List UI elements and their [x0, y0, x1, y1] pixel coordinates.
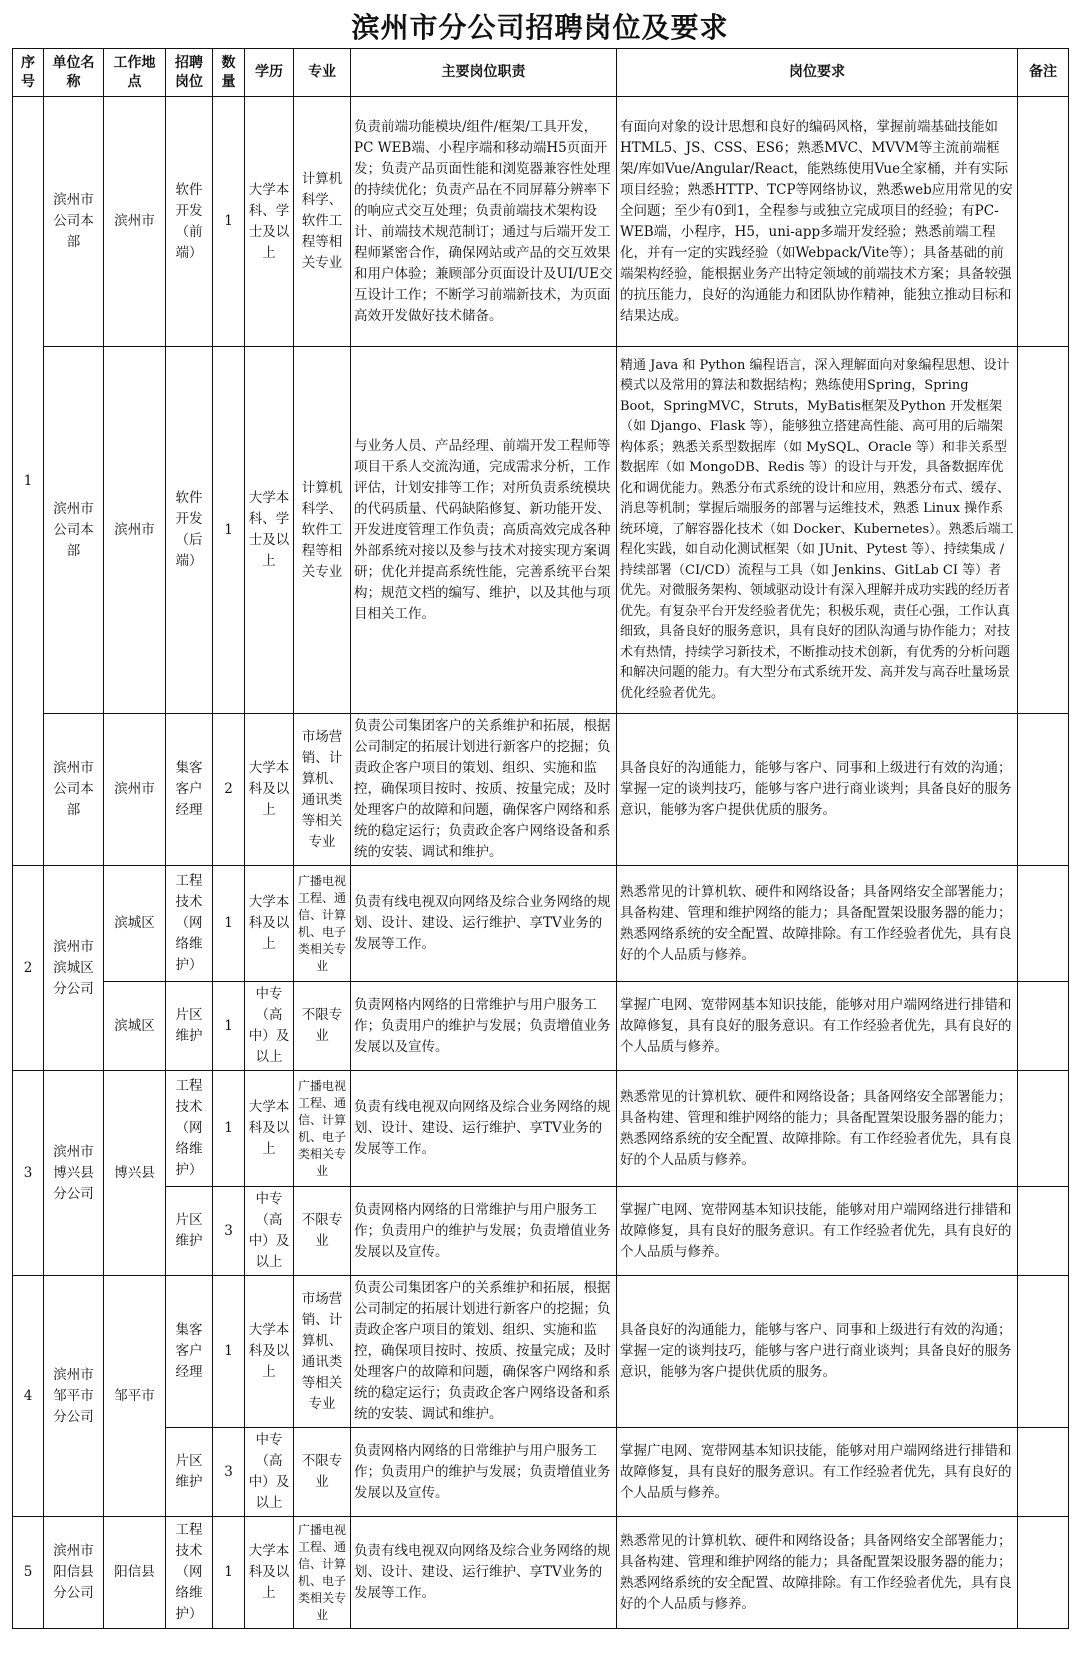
education-cell: 大学本科及以上	[245, 1517, 294, 1629]
unit-cell: 滨州市公司本部	[44, 347, 104, 714]
table-row	[13, 1276, 1069, 1428]
requirements-cell: 熟悉常见的计算机软、硬件和网络设备；具备网络安全部署能力；具备构建、管理和维护网络的能力；具备配置架设服务器的能力；熟悉网络系统的安全配置、故障排除。有工作经验者优先，具有良好的个人品质与修养。	[617, 1517, 1018, 1629]
requirements-cell: 有面向对象的设计思想和良好的编码风格，掌握前端基础技能如HTML5、JS、CSS、ES6；熟悉MVC、MVVM等主流前端框架/库如Vue/Angular/React，能熟练使用Vue全家桶，并有实际项目经验；熟悉HTTP、TCP等网络协议，熟悉web应用常见的安全问题；至少有0到1，全程参与或独立完成项目的经验；有PC-WEB端，小程序，H5，uni-app多端开发经验；熟悉前端工程化，并有一定的实践经验（如Webpack/Vite等）；具备基础的前端架构经验，能根据业务产出特定领域的前端技术方案；具备较强的抗压能力，良好的沟通能力和团队协作精神，能独立推动目标和结果达成。	[617, 97, 1018, 347]
table-row	[13, 1428, 1069, 1517]
header-duty: 主要岗位职责	[351, 49, 617, 97]
education-cell: 中专（高中）及以上	[245, 1428, 294, 1517]
major-cell: 不限专业	[294, 1428, 351, 1517]
remarks-cell	[1018, 1428, 1069, 1517]
location-cell: 滨城区	[104, 866, 166, 982]
position-cell: 软件开发（前端）	[166, 97, 213, 347]
count-cell: 1	[213, 1517, 245, 1629]
location-cell: 滨州市	[104, 347, 166, 714]
seq-cell: 2	[13, 866, 44, 1071]
duty-cell: 负责公司集团客户的关系维护和拓展，根据公司制定的拓展计划进行新客户的挖掘；负责政企客户项目的策划、组织、实施和监控，确保项目按时、按质、按量完成；及时处理客户的故障和问题，确保客户网络和系统的稳定运行；负责政企客户网络设备和系统的安装、调试和维护。	[351, 1276, 617, 1428]
major-cell: 计算机科学、软件工程等相关专业	[294, 347, 351, 714]
requirements-cell: 熟悉常见的计算机软、硬件和网络设备；具备网络安全部署能力；具备构建、管理和维护网络的能力；具备配置架设服务器的能力；熟悉网络系统的安全配置、故障排除。有工作经验者优先，具有良好的个人品质与修养。	[617, 866, 1018, 982]
position-cell: 工程技术（网络维护）	[166, 1517, 213, 1629]
header-remarks: 备注	[1018, 49, 1069, 97]
duty-cell: 负责网格内网络的日常维护与用户服务工作；负责用户的维护与发展；负责增值业务发展以及宣传。	[351, 1187, 617, 1276]
location-cell: 博兴县	[104, 1071, 166, 1276]
duty-cell: 与业务人员、产品经理、前端开发工程师等项目干系人交流沟通，完成需求分析，工作评估，计划安排等工作；对所负责系统模块的代码质量、代码缺陷修复、新功能开发、开发进度管理工作负责；高质高效完成各种外部系统对接以及参与技术对接实现方案调研；优化并提高系统性能，完善系统平台架构；规范文档的编写、维护，以及其他与项目相关工作。	[351, 347, 617, 714]
position-cell: 工程技术（网络维护）	[166, 1071, 213, 1187]
remarks-cell	[1018, 1517, 1069, 1629]
remarks-cell	[1018, 97, 1069, 347]
header-seq: 序号	[13, 49, 44, 97]
unit-cell: 滨州市公司本部	[44, 714, 104, 866]
major-cell: 广播电视工程、通信、计算机、电子类相关专业	[294, 866, 351, 982]
remarks-cell	[1018, 1276, 1069, 1428]
requirements-cell: 掌握广电网、宽带网基本知识技能，能够对用户端网络进行排错和故障修复，具有良好的服务意识。有工作经验者优先，具有良好的个人品质与修养。	[617, 1428, 1018, 1517]
header-major: 专业	[294, 49, 351, 97]
position-cell: 片区维护	[166, 982, 213, 1071]
location-cell: 邹平市	[104, 1276, 166, 1517]
duty-cell: 负责公司集团客户的关系维护和拓展，根据公司制定的拓展计划进行新客户的挖掘；负责政企客户项目的策划、组织、实施和监控，确保项目按时、按质、按量完成；及时处理客户的故障和问题，确保客户网络和系统的稳定运行；负责政企客户网络设备和系统的安装、调试和维护。	[351, 714, 617, 866]
header-row	[13, 49, 1069, 97]
major-cell: 广播电视工程、通信、计算机、电子类相关专业	[294, 1071, 351, 1187]
education-cell: 中专（高中）及以上	[245, 1187, 294, 1276]
duty-cell: 负责网格内网络的日常维护与用户服务工作；负责用户的维护与发展；负责增值业务发展以及宣传。	[351, 1428, 617, 1517]
education-cell: 大学本科、学士及以上	[245, 347, 294, 714]
recruitment-table	[12, 48, 1069, 1629]
table-row	[13, 714, 1069, 866]
header-unit: 单位名称	[44, 49, 104, 97]
requirements-cell: 精通 Java 和 Python 编程语言，深入理解面向对象编程思想、设计模式以及常用的算法和数据结构；熟练使用Spring，Spring Boot，SpringMVC，Struts，MyBatis框架及Python 开发框架（如 Django、Flask 等），能够独立搭建高性能、高可用的后端架构体系；熟悉关系型数据库（如 MySQL、Oracle 等）和非关系型数据库（如 MongoDB、Redis 等）的设计与开发，具备数据库优化和调优能力。熟悉分布式系统的设计和应用，熟悉分布式、缓存、消息等机制；掌握后端服务的部署与运维技术，熟悉 Linux 操作系统环境，了解容器化技术（如 Docker、Kubernetes）。熟悉后端工程化实践，如自动化测试框架（如 JUnit、Pytest 等）、持续集成 / 持续部署（CI/CD）流程与工具（如 Jenkins、GitLab CI 等）者优先。对微服务架构、领域驱动设计有深入理解并成功实践的经历者优先。有复杂平台开发经验者优先；积极乐观，责任心强，工作认真细致，具备良好的服务意识，具有良好的团队沟通与协作能力；对技术有热情，持续学习新技术，不断推动技术创新，有优秀的分析问题和解决问题的能力。有大型分布式系统开发、高并发与高吞吐量场景优化经验者优先。	[617, 347, 1018, 714]
remarks-cell	[1018, 866, 1069, 982]
position-cell: 集客客户经理	[166, 714, 213, 866]
position-cell: 片区维护	[166, 1187, 213, 1276]
education-cell: 中专（高中）及以上	[245, 982, 294, 1071]
major-cell: 不限专业	[294, 982, 351, 1071]
header-location: 工作地点	[104, 49, 166, 97]
seq-cell: 5	[13, 1517, 44, 1629]
count-cell: 2	[213, 714, 245, 866]
location-cell: 滨城区	[104, 982, 166, 1071]
position-cell: 集客客户经理	[166, 1276, 213, 1428]
location-cell: 滨州市	[104, 714, 166, 866]
major-cell: 计算机科学、软件工程等相关专业	[294, 97, 351, 347]
remarks-cell	[1018, 1071, 1069, 1187]
position-cell: 软件开发（后端）	[166, 347, 213, 714]
location-cell: 阳信县	[104, 1517, 166, 1629]
count-cell: 3	[213, 1187, 245, 1276]
unit-cell: 滨州市滨城区分公司	[44, 866, 104, 1071]
table-row	[13, 866, 1069, 982]
header-education: 学历	[245, 49, 294, 97]
page-title: 滨州市分公司招聘岗位及要求	[351, 11, 729, 44]
requirements-cell: 掌握广电网、宽带网基本知识技能，能够对用户端网络进行排错和故障修复，具有良好的服务意识。有工作经验者优先，具有良好的个人品质与修养。	[617, 1187, 1018, 1276]
count-cell: 1	[213, 97, 245, 347]
duty-cell: 负责有线电视双向网络及综合业务网络的规划、设计、建设、运行维护、享TV业务的发展等工作。	[351, 1517, 617, 1629]
education-cell: 大学本科、学士及以上	[245, 97, 294, 347]
table-row	[13, 982, 1069, 1071]
location-cell: 滨州市	[104, 97, 166, 347]
education-cell: 大学本科及以上	[245, 1276, 294, 1428]
header-count: 数量	[213, 49, 245, 97]
count-cell: 1	[213, 1071, 245, 1187]
major-cell: 不限专业	[294, 1187, 351, 1276]
count-cell: 1	[213, 1276, 245, 1428]
seq-cell: 3	[13, 1071, 44, 1276]
unit-cell: 滨州市邹平市分公司	[44, 1276, 104, 1517]
remarks-cell	[1018, 982, 1069, 1071]
table-row	[13, 1187, 1069, 1276]
major-cell: 广播电视工程、通信、计算机、电子类相关专业	[294, 1517, 351, 1629]
duty-cell: 负责有线电视双向网络及综合业务网络的规划、设计、建设、运行维护、享TV业务的发展等工作。	[351, 866, 617, 982]
remarks-cell	[1018, 1187, 1069, 1276]
count-cell: 1	[213, 982, 245, 1071]
table-row	[13, 347, 1069, 714]
requirements-cell: 具备良好的沟通能力，能够与客户、同事和上级进行有效的沟通；掌握一定的谈判技巧，能够与客户进行商业谈判；具备良好的服务意识，能够为客户提供优质的服务。	[617, 714, 1018, 866]
requirements-cell: 熟悉常见的计算机软、硬件和网络设备；具备网络安全部署能力；具备构建、管理和维护网络的能力；具备配置架设服务器的能力；熟悉网络系统的安全配置、故障排除。有工作经验者优先，具有良好的个人品质与修养。	[617, 1071, 1018, 1187]
major-cell: 市场营销、计算机、通讯类等相关专业	[294, 714, 351, 866]
remarks-cell	[1018, 714, 1069, 866]
header-requirements: 岗位要求	[617, 49, 1018, 97]
count-cell: 3	[213, 1428, 245, 1517]
education-cell: 大学本科及以上	[245, 714, 294, 866]
requirements-cell: 掌握广电网、宽带网基本知识技能，能够对用户端网络进行排错和故障修复，具有良好的服务意识。有工作经验者优先，具有良好的个人品质与修养。	[617, 982, 1018, 1071]
remarks-cell	[1018, 347, 1069, 714]
unit-cell: 滨州市博兴县分公司	[44, 1071, 104, 1276]
requirements-cell: 具备良好的沟通能力，能够与客户、同事和上级进行有效的沟通；掌握一定的谈判技巧，能够与客户进行商业谈判；具备良好的服务意识，能够为客户提供优质的服务。	[617, 1276, 1018, 1428]
position-cell: 工程技术（网络维护）	[166, 866, 213, 982]
header-position: 招聘岗位	[166, 49, 213, 97]
count-cell: 1	[213, 866, 245, 982]
duty-cell: 负责网格内网络的日常维护与用户服务工作；负责用户的维护与发展；负责增值业务发展以及宣传。	[351, 982, 617, 1071]
table-row	[13, 1071, 1069, 1187]
major-cell: 市场营销、计算机、通讯类等相关专业	[294, 1276, 351, 1428]
seq-cell: 4	[13, 1276, 44, 1517]
seq-cell: 1	[13, 97, 44, 866]
unit-cell: 滨州市公司本部	[44, 97, 104, 347]
education-cell: 大学本科及以上	[245, 1071, 294, 1187]
position-cell: 片区维护	[166, 1428, 213, 1517]
duty-cell: 负责有线电视双向网络及综合业务网络的规划、设计、建设、运行维护、享TV业务的发展等工作。	[351, 1071, 617, 1187]
table-row	[13, 1517, 1069, 1629]
education-cell: 大学本科及以上	[245, 866, 294, 982]
table-row	[13, 97, 1069, 347]
count-cell: 1	[213, 347, 245, 714]
unit-cell: 滨州市阳信县分公司	[44, 1517, 104, 1629]
duty-cell: 负责前端功能模块/组件/框架/工具开发，PC WEB端、小程序端和移动端H5页面开发；负责产品页面性能和浏览器兼容性处理的持续优化；负责产品在不同屏幕分辨率下的响应式交互处理；负责前端技术架构设计、前端技术规范制订；通过与后端开发工程师紧密合作，确保网站或产品的交互效果和用户体验；兼顾部分页面设计及UI/UE交互设计工作；不断学习前端新技术，为页面高效开发做好技术储备。	[351, 97, 617, 347]
